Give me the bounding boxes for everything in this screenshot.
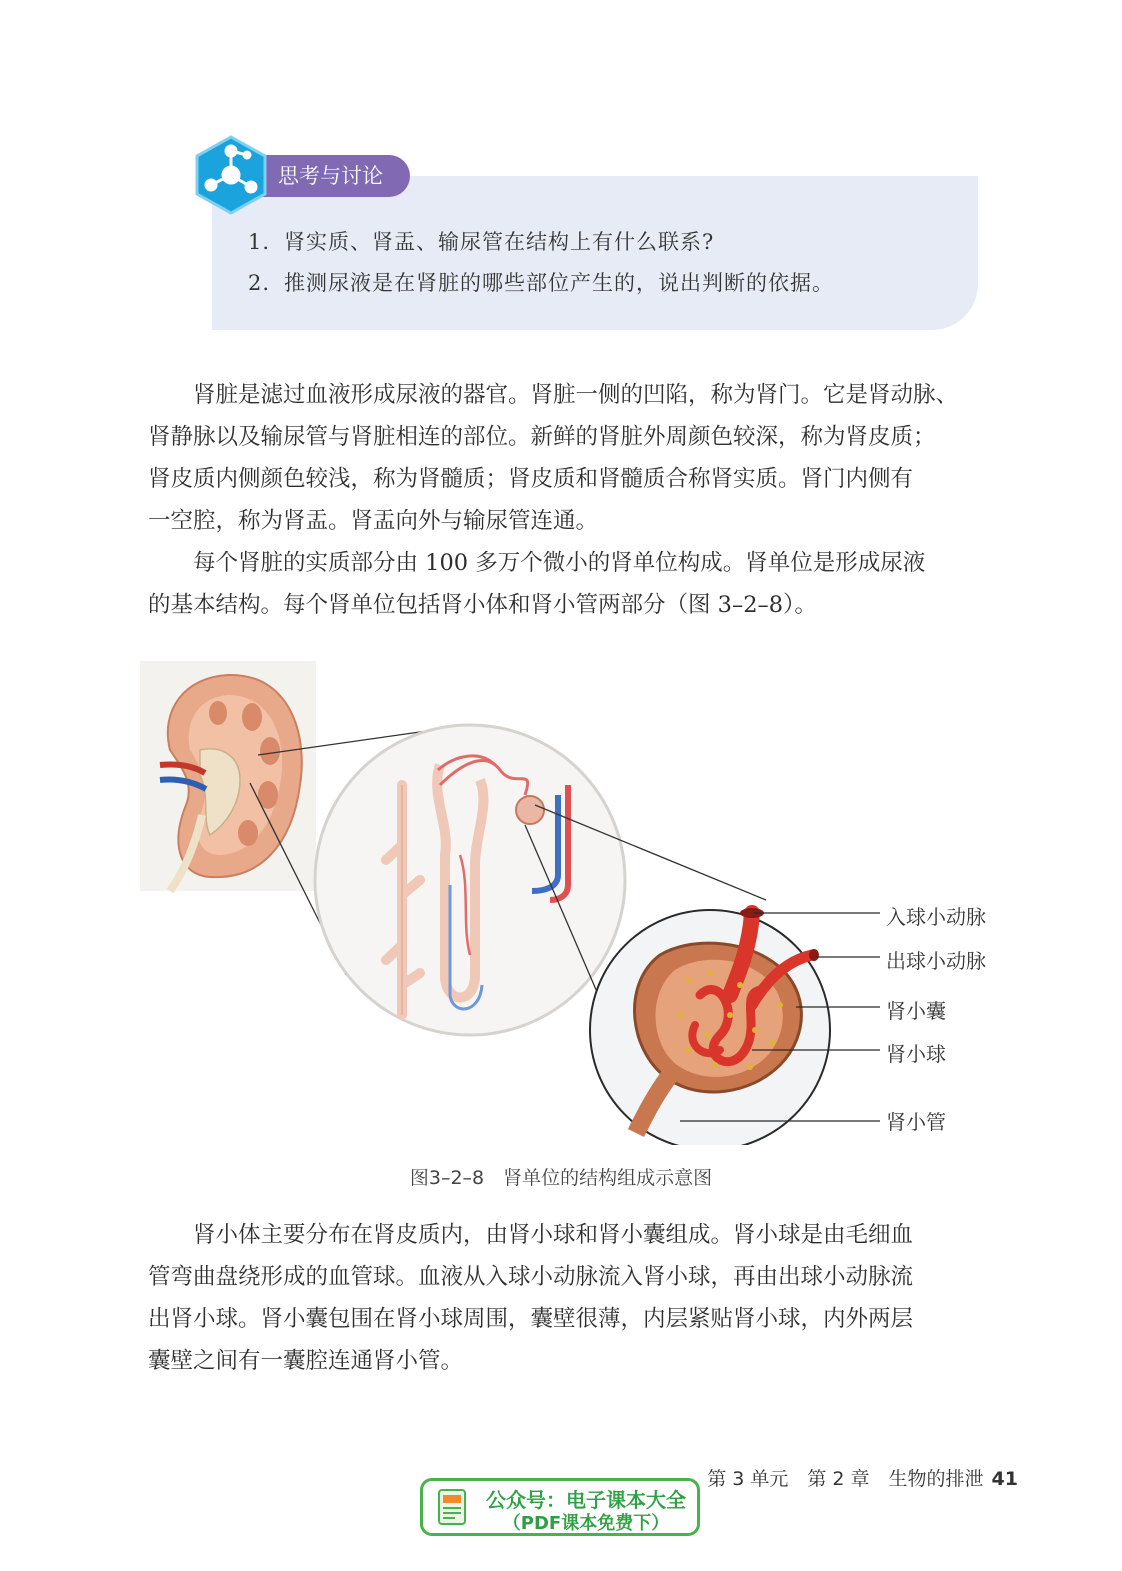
nephron-figure <box>140 655 1010 1145</box>
label-renal-capsule: 肾小囊 <box>886 999 946 1023</box>
nephron-illustration <box>140 655 1010 1145</box>
paragraph-renal-corpuscle: 肾小体主要分布在肾皮质内，由肾小球和肾小囊组成。肾小球是由毛细血 管弯曲盘绕形成的血管球。血液从入球小动脉流入肾小球，再由出球小动脉流 出肾小球。肾小囊包围在肾小球周围，囊壁很薄，内层紧贴肾小球，内外两层 囊壁之间有一囊腔连通肾小管。 <box>148 1222 914 1374</box>
discussion-question-2: 2. 推测尿液是在肾脏的哪些部位产生的，说出判断的依据。 <box>248 271 834 295</box>
watermark-line-2: （PDF课本免费下） <box>502 1513 670 1534</box>
figure-caption: 图3–2–8 肾单位的结构组成示意图 <box>409 1167 713 1189</box>
chapter-label: 第 3 单元 第 2 章 生物的排泄 <box>707 1468 984 1490</box>
label-afferent-arteriole: 入球小动脉 <box>886 905 986 929</box>
watermark-line-1: 公众号：电子课本大全 <box>486 1488 686 1512</box>
paragraph-kidney-structure: 肾脏是滤过血液形成尿液的器官。肾脏一侧的凹陷，称为肾门。它是肾动脉、 肾静脉以及输尿管与肾脏相连的部位。新鲜的肾脏外周颜色较深，称为肾皮质； 肾皮质内侧颜色较浅，称为肾髓质；肾皮质和肾髓质合称肾实质。肾门内侧有 一空腔，称为肾盂。肾盂向外与输尿管连通。 <box>148 382 959 534</box>
label-efferent-arteriole: 出球小动脉 <box>886 949 986 973</box>
molecule-icon <box>189 133 273 217</box>
kidney-cross-section <box>140 661 316 891</box>
discussion-title: 思考与讨论 <box>250 155 410 197</box>
page-number: 41 <box>991 1468 1018 1490</box>
page-footer <box>707 1464 1018 1491</box>
glomerulus-detail-circle <box>590 908 830 1145</box>
discussion-question-1: 1. 肾实质、肾盂、输尿管在结构上有什么联系? <box>248 230 715 254</box>
book-icon <box>433 1487 473 1529</box>
label-renal-tubule: 肾小管 <box>886 1110 946 1134</box>
paragraph-nephron: 每个肾脏的实质部分由 100 多万个微小的肾单位构成。肾单位是形成尿液 的基本结构。每个肾单位包括肾小体和肾小管两部分（图 3–2–8）。 <box>148 550 926 618</box>
nephron-detail-circle <box>315 725 625 1035</box>
watermark-badge <box>420 1478 700 1536</box>
label-glomerulus: 肾小球 <box>886 1042 946 1066</box>
